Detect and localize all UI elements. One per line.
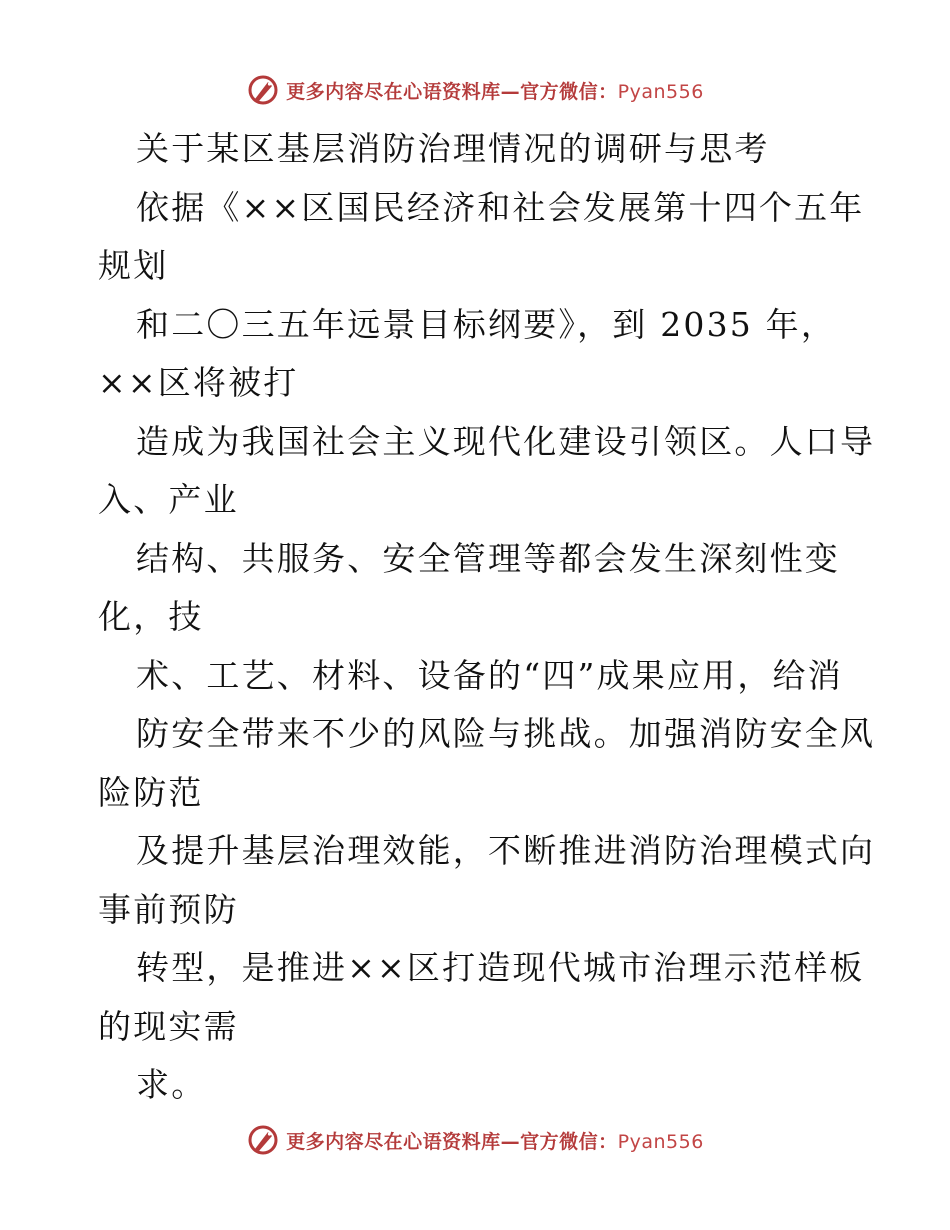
text-line: 事前预防: [98, 889, 239, 929]
text-line: 结构、共服务、安全管理等都会发生深刻性变: [136, 538, 840, 578]
text-line: 及提升基层治理效能，不断推进消防治理模式向: [136, 831, 876, 870]
text-line: 和二〇三五年远景目标纲要》，到 2035 年，: [136, 304, 837, 344]
text-line: 造成为我国社会主义现代化建设引领区。人口导: [136, 421, 876, 461]
wechat-id: Pyan556: [617, 80, 704, 103]
footer-watermark-banner: [0, 1120, 950, 1160]
text-line: 的现实需: [98, 1006, 239, 1046]
text-line: 防安全带来不少的风险与挑战。加强消防安全风: [136, 714, 876, 753]
header-watermark-banner: [0, 70, 950, 110]
text-line: 求。: [136, 1065, 207, 1104]
text-line: 化，技: [98, 597, 204, 636]
wechat-id: Pyan556: [617, 1130, 704, 1153]
text-line: 术、工艺、材料、设备的“四”成果应用，给消: [136, 655, 843, 695]
text-line: 入、产业: [98, 480, 239, 519]
footer-banner-text: 更多内容尽在心语资料库—官方微信：Pyan556: [286, 1130, 704, 1153]
pen-nib-logo-icon: [246, 73, 280, 107]
text-line: 险防范: [98, 772, 204, 812]
text-line: 关于某区基层消防治理情况的调研与思考: [136, 129, 770, 168]
text-line: 转型，是推进××区打造现代城市治理示范样板: [136, 948, 865, 987]
text-line: 依据《××区国民经济和社会发展第十四个五年: [136, 187, 865, 227]
document-body: [98, 120, 876, 1115]
text-line: 规划: [98, 246, 169, 285]
pen-nib-logo-icon: [246, 1123, 280, 1157]
header-banner-text: 更多内容尽在心语资料库—官方微信：Pyan556: [286, 80, 704, 103]
text-line: ××区将被打: [98, 363, 299, 402]
